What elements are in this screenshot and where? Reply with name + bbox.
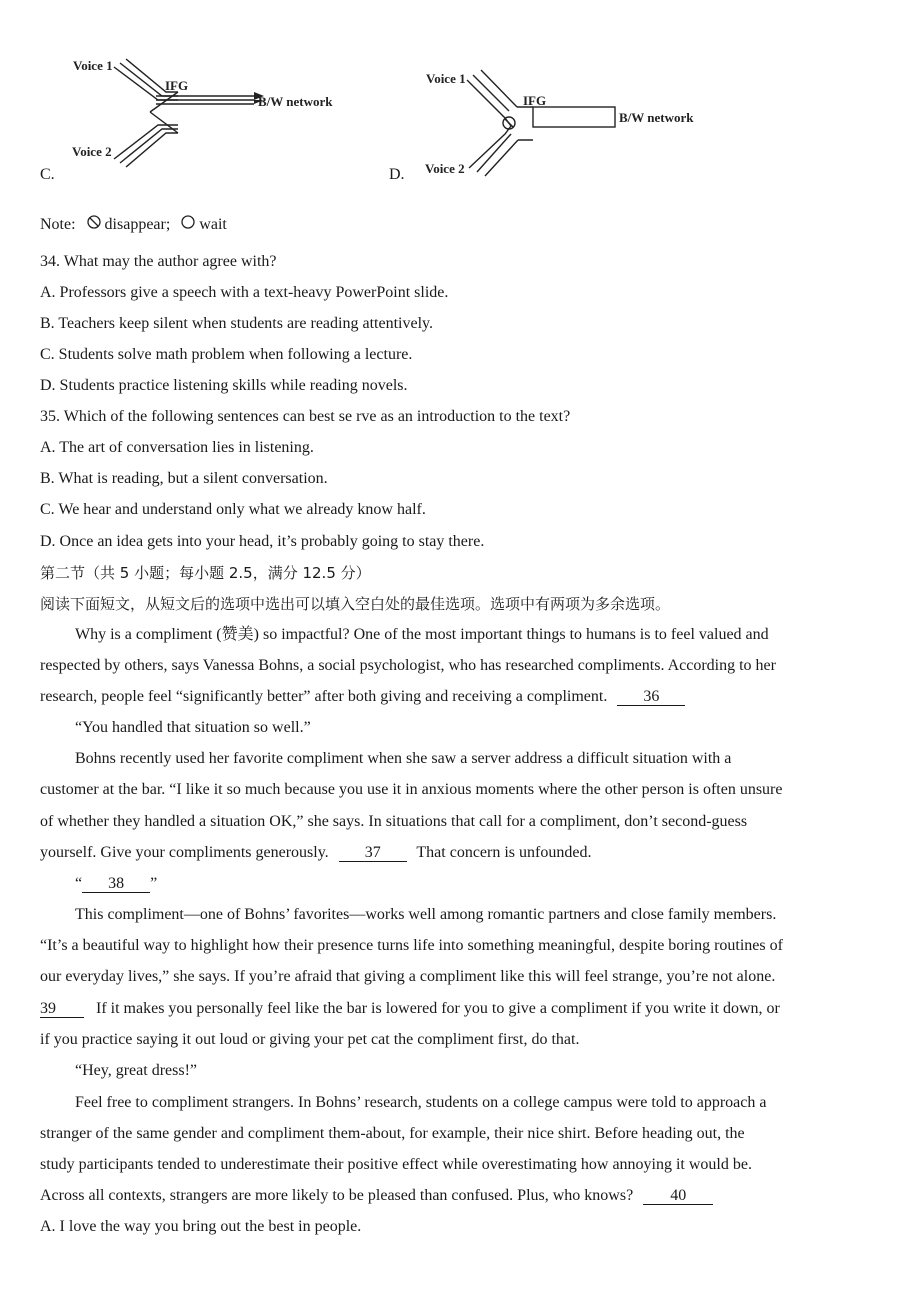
y-network-diagram-d xyxy=(425,66,715,181)
passage-p4-line4 xyxy=(40,1186,713,1206)
blank-40[interactable]: 40 xyxy=(643,1188,713,1205)
passage-p1-line3 xyxy=(40,687,685,707)
passage-text: That concern is unfounded. xyxy=(416,844,592,861)
question-35-option-a: A. The art of conversation lies in listening. xyxy=(40,439,314,456)
note-wait-text: wait xyxy=(199,216,227,233)
passage-p2-line4 xyxy=(40,843,591,863)
passage-p3-line2: “It’s a beautiful way to highlight how their presence turns life into something meaningful, despite boring routines of xyxy=(40,937,783,954)
blank-36[interactable]: 36 xyxy=(617,689,685,706)
diagram-note xyxy=(40,214,227,236)
passage-p4-line3: study participants tended to underestimate their positive effect while overestimating how annoying it would be. xyxy=(40,1156,752,1173)
diagram-d-letter: D. xyxy=(389,166,405,183)
ifg-label: IFG xyxy=(165,78,189,93)
y-network-diagram-c xyxy=(70,55,360,170)
question-34-stem: 34. What may the author agree with? xyxy=(40,253,277,270)
subheading-quote-3: “Hey, great dress!” xyxy=(75,1062,198,1079)
passage-p3-line4 xyxy=(40,999,780,1019)
voice1-label: Voice 1 xyxy=(426,71,466,86)
diagram-option-c xyxy=(70,55,360,170)
network-label: B/W network xyxy=(619,110,694,125)
passage-text: If it makes you personally feel like the bar is lowered for you to give a compliment if you write it down, or xyxy=(96,1000,780,1017)
passage-text: yourself. Give your compliments generously. xyxy=(40,844,329,861)
open-quote: “ xyxy=(75,875,83,892)
question-34-option-d: D. Students practice listening skills while reading novels. xyxy=(40,377,408,394)
passage-p3-line5: if you practice saying it out loud or giving your pet cat the compliment first, do that. xyxy=(40,1031,580,1048)
note-disappear-text: disappear; xyxy=(104,216,171,233)
question-35-option-c: C. We hear and understand only what we already know half. xyxy=(40,501,426,518)
passage-p4-line1: Feel free to compliment strangers. In Bohns’ research, students on a college campus were told to approach a xyxy=(75,1094,767,1111)
diagram-c-letter: C. xyxy=(40,166,55,183)
passage-text: research, people feel “significantly better” after both giving and receiving a compliment. xyxy=(40,688,608,705)
close-quote: ” xyxy=(150,875,158,892)
note-label: Note: xyxy=(40,216,76,233)
blank-38[interactable]: 38 xyxy=(82,876,150,893)
passage-p2-line1: Bohns recently used her favorite compliment when she saw a server address a difficult situation with a xyxy=(75,750,732,767)
voice2-label: Voice 2 xyxy=(72,144,112,159)
section-heading: 第二节（共 5 小题；每小题 2.5，满分 12.5 分） xyxy=(40,564,371,582)
question-35-stem: 35. Which of the following sentences can best se rve as an introduction to the text? xyxy=(40,408,571,425)
question-34-option-b: B. Teachers keep silent when students are reading attentively. xyxy=(40,315,433,332)
ifg-label: IFG xyxy=(523,93,547,108)
passage-text: Across all contexts, strangers are more likely to be pleased than confused. Plus, who knows? xyxy=(40,1187,634,1204)
passage-p2-line3: of whether they handled a situation OK,” she says. In situations that call for a compliment, don’t second-guess xyxy=(40,813,748,830)
passage-p3-line1: This compliment—one of Bohns’ favorites—works well among romantic partners and close family members. xyxy=(75,906,777,923)
circle-icon xyxy=(180,214,196,236)
passage-p4-line2: stranger of the same gender and compliment them-about, for example, their nice shirt. Before heading out, the xyxy=(40,1125,745,1142)
question-34-option-c: C. Students solve math problem when following a lecture. xyxy=(40,346,413,363)
passage-p1-line2: respected by others, says Vanessa Bohns, a social psychologist, who has researched compliments. According to her xyxy=(40,657,776,674)
section-instruction: 阅读下面短文，从短文后的选项中选出可以填入空白处的最佳选项。选项中有两项为多余选项。 xyxy=(40,595,671,613)
network-label: B/W network xyxy=(258,94,333,109)
question-35-option-d: D. Once an idea gets into your head, it’s probably going to stay there. xyxy=(40,533,485,550)
question-34-option-a: A. Professors give a speech with a text-heavy PowerPoint slide. xyxy=(40,284,449,301)
blank-37[interactable]: 37 xyxy=(339,845,407,862)
question-35-option-b: B. What is reading, but a silent conversation. xyxy=(40,470,328,487)
passage-p1-line1: Why is a compliment (赞美) so impactful? One of the most important things to humans is to feel valued and xyxy=(75,626,769,643)
subheading-quote-1: “You handled that situation so well.” xyxy=(75,719,311,736)
answer-option-a: A. I love the way you bring out the best in people. xyxy=(40,1218,362,1235)
crossed-circle-icon xyxy=(86,214,102,236)
passage-p2-line2: customer at the bar. “I like it so much because you use it in anxious moments where the other person is often unsure xyxy=(40,781,783,798)
voice2-label: Voice 2 xyxy=(425,161,465,176)
passage-p3-line3: our everyday lives,” she says. If you’re afraid that giving a compliment like this will feel strange, you’re not alone. xyxy=(40,968,776,985)
blank-39[interactable]: 39 xyxy=(40,1001,84,1018)
diagram-option-d xyxy=(425,66,715,181)
subheading-quote-2 xyxy=(75,874,157,894)
voice1-label: Voice 1 xyxy=(73,58,113,73)
